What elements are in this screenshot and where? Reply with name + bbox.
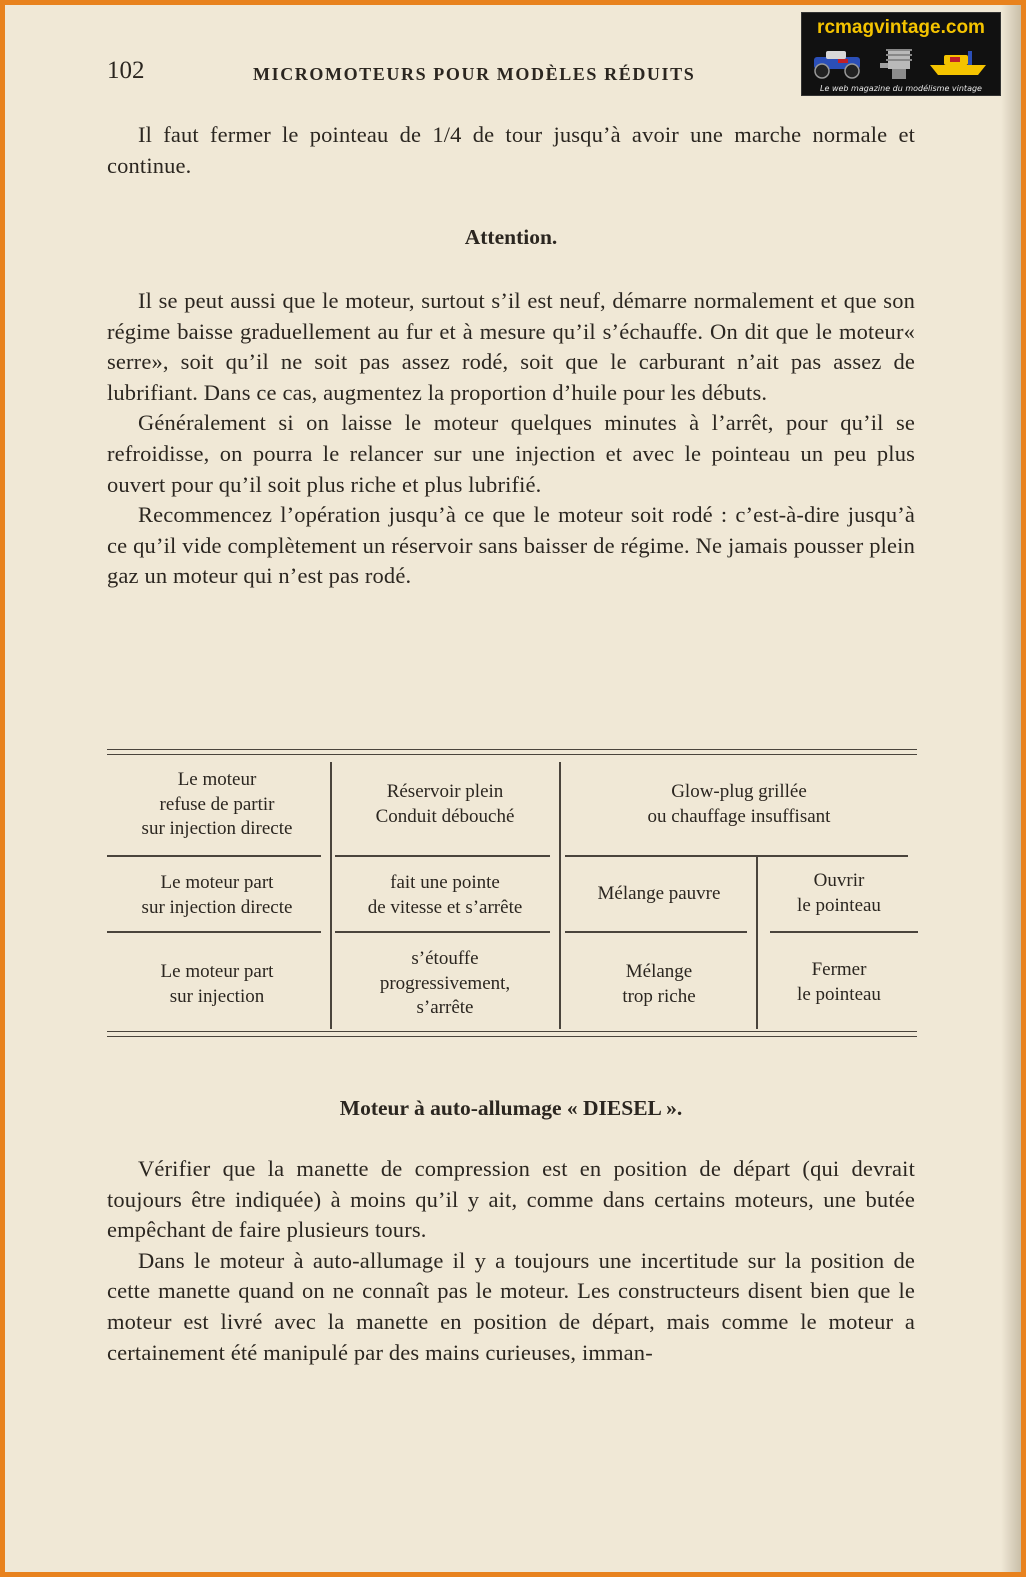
cell-line: refuse de partir: [159, 793, 275, 815]
cell-line: s’arrête: [416, 997, 474, 1018]
cell-line: progressivement,: [379, 972, 511, 994]
page-number: 102: [107, 57, 145, 84]
cell-line: s’étouffe: [411, 948, 479, 969]
cell-line: fait une pointe: [390, 872, 500, 893]
cell-symptom-row-2: [103, 871, 331, 920]
cell-symptom-row-1: [103, 768, 331, 842]
logo-artwork: [810, 43, 992, 81]
cell-line: trop riche: [622, 985, 696, 1007]
page-header: [107, 57, 807, 93]
row-separator: [335, 855, 550, 857]
attention-paragraph-2: Généralement si on laisse le moteur quelques minutes à l’arrêt, pour qu’il se refroidisse, on pourra le relancer sur une injection et avec le pointeau un peu plus ouvert pour qu’il soit plus riche et plus lubrifié.: [107, 410, 915, 497]
row-separator: [107, 931, 321, 933]
intro-text: [107, 120, 915, 181]
cell-cause-row-1: [561, 780, 917, 829]
cell-line: Réservoir plein: [386, 781, 504, 802]
rc-boat-icon: [930, 51, 986, 75]
rcmagvintage-logo[interactable]: [801, 12, 1001, 96]
cell-line: de vitesse et s’arrête: [367, 896, 523, 918]
diesel-paragraph-1: Vérifier que la manette de compression est en position de départ (qui devrait toujours être indiquée) à moins qu’il y ait, comme dans certains moteurs, une butée empêchant de faire plusieurs tours.: [107, 1156, 915, 1243]
row-separator: [770, 931, 918, 933]
page-curl-shadow: [1001, 5, 1021, 1572]
diesel-heading: Moteur à auto-allumage « DIESEL ».: [339, 1096, 683, 1120]
row-separator: [565, 931, 747, 933]
row-separator: [335, 931, 550, 933]
cell-line: sur injection directe: [141, 896, 293, 918]
glow-engine-icon: [880, 49, 912, 79]
table-bottom-rule: [107, 1031, 917, 1032]
cell-line: Le moteur: [177, 769, 257, 790]
cell-line: sur injection: [169, 985, 265, 1007]
cell-check-row-3: [331, 947, 559, 1021]
cell-line: Conduit débouché: [375, 805, 515, 827]
cell-symptom-row-3: [103, 960, 331, 1009]
rc-car-icon: [814, 51, 860, 78]
cell-line: ou chauffage insuffisant: [647, 805, 831, 827]
intro-paragraph: Il faut fermer le pointeau de 1/4 de tour jusqu’à avoir une marche normale et continue.: [107, 122, 915, 178]
scanned-page: [5, 5, 1021, 1572]
cell-check-row-1: [331, 780, 559, 829]
table-top-rule-2: [107, 754, 917, 755]
cell-line: Le moteur part: [160, 872, 274, 893]
cell-cause-row-2: Mélange pauvre: [597, 883, 721, 904]
diesel-paragraph-2: Dans le moteur à auto-allumage il y a toujours une incertitude sur la position de cette manette quand on ne connaît pas le moteur. Les constructeurs disent bien que le moteur est livré avec la manette en position de départ, mais comme le moteur a certainement été manipulé par des mains curieuses, imman-: [107, 1247, 915, 1365]
attention-paragraph-3: Recommencez l’opération jusqu’à ce que le moteur soit rodé : c’est-à-dire jusqu’à ce qu’il vide complètement un réservoir sans baisser de régime. Ne jamais pousser plein gaz un moteur qui n’est pas rodé.: [107, 502, 915, 589]
logo-tagline: Le web magazine du modélisme vintage: [820, 84, 982, 93]
table-bottom-rule-2: [107, 1036, 917, 1037]
cell-remedy-row-2: [758, 869, 920, 918]
cell-line: le pointeau: [797, 983, 881, 1005]
cell-remedy-row-3: [758, 958, 920, 1007]
cell-line: Fermer: [811, 959, 867, 980]
attention-heading: Attention.: [464, 225, 558, 249]
table-top-rule: [107, 749, 917, 750]
cell-check-row-2: [331, 871, 559, 920]
attention-text: [107, 286, 915, 592]
running-title: MICROMOTEURS POUR MODÈLES RÉDUITS: [253, 64, 696, 84]
cell-line: sur injection directe: [141, 818, 293, 839]
cell-line: Mélange: [625, 961, 693, 982]
row-separator: [107, 855, 321, 857]
diesel-text: [107, 1154, 915, 1368]
cell-line: le pointeau: [797, 894, 881, 916]
row-separator: [565, 855, 908, 857]
cell-cause-row-3: [561, 960, 757, 1009]
cell-line: Le moteur part: [160, 961, 274, 982]
attention-paragraph-1: Il se peut aussi que le moteur, surtout s’il est neuf, démarre normalement et que son régime baisse graduellement au fur et à mesure qu’il s’échauffe. On dit que le moteur« serre», soit qu’il ne soit pas assez rodé, soit que le carburant n’ait pas assez de lubrifiant. Dans ce cas, augmentez la proportion d’huile pour les débuts.: [107, 288, 915, 405]
cell-line: Glow-plug grillée: [671, 781, 807, 802]
logo-title: rcmagvintage.com: [817, 17, 985, 38]
cell-line: Ouvrir: [813, 870, 865, 891]
